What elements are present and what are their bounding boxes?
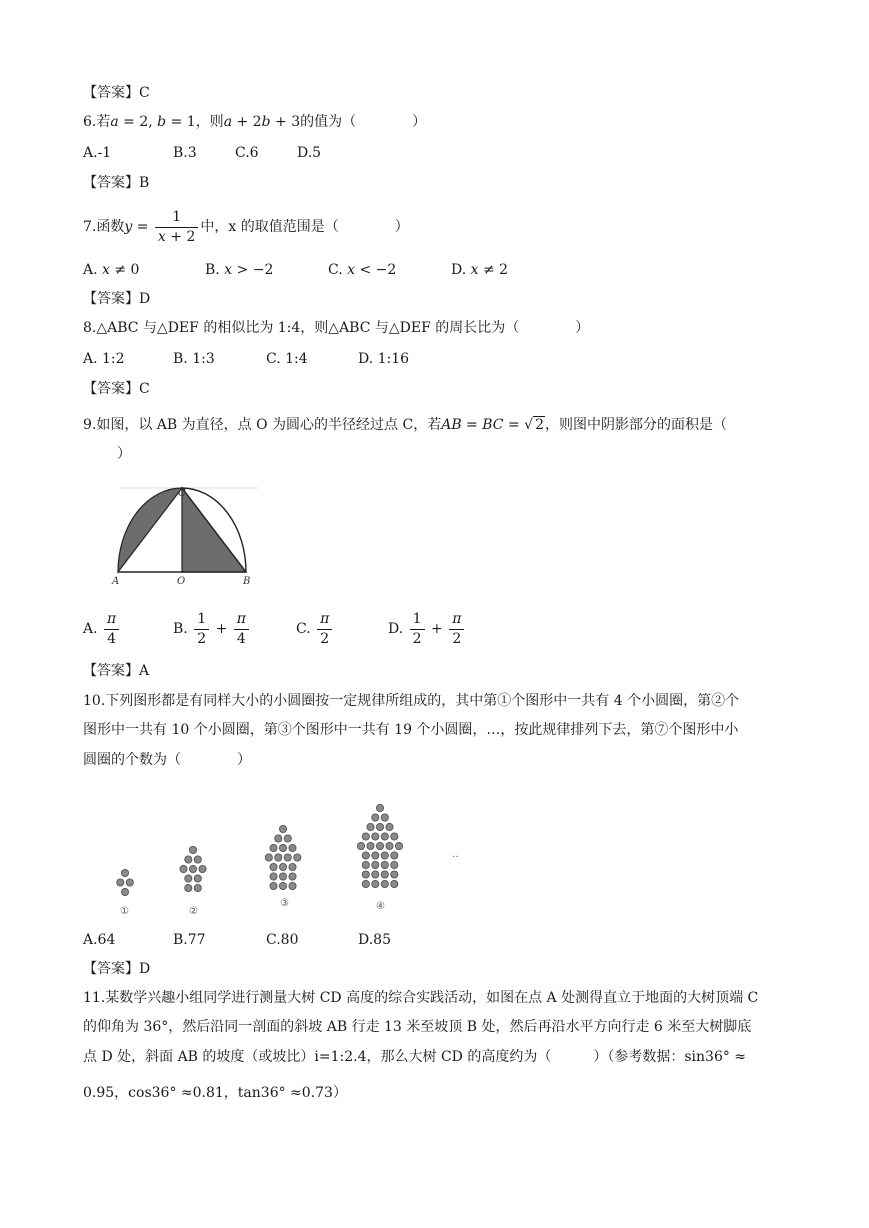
q7-option-a xyxy=(83,260,139,280)
small-circle xyxy=(270,844,277,851)
q9-eq2: = xyxy=(503,417,525,433)
small-circle xyxy=(391,852,398,859)
small-circle xyxy=(376,804,383,811)
q10-option-c: C.80 xyxy=(266,932,299,948)
answer-value: D xyxy=(139,961,151,977)
answer-label: 【答案】 xyxy=(83,663,139,679)
small-circle xyxy=(194,884,201,891)
sqrt-radicand: 2 xyxy=(535,417,544,433)
segment-bc: BC xyxy=(482,417,504,433)
small-circle xyxy=(284,854,291,861)
small-circle xyxy=(372,861,379,868)
var-a: a xyxy=(110,114,119,130)
option-label: C. xyxy=(296,621,311,637)
figure-label-2: ② xyxy=(189,906,198,917)
var-x: x xyxy=(102,262,110,278)
relation: ≠ 0 xyxy=(109,262,140,278)
q10-option-b: B.77 xyxy=(173,932,206,948)
fraction-denominator: 4 xyxy=(234,629,249,649)
small-circle xyxy=(279,873,286,880)
option-label: D. xyxy=(388,621,404,637)
small-circle xyxy=(391,871,398,878)
small-circle xyxy=(391,861,398,868)
segment-ab: AB xyxy=(441,417,462,433)
option-label: A. xyxy=(83,262,98,278)
question-6 xyxy=(83,112,426,132)
small-circle xyxy=(381,880,388,887)
q9-option-b xyxy=(173,609,251,649)
small-circle xyxy=(121,869,128,876)
small-circle xyxy=(372,814,379,821)
figure-ellipsis: ‥ xyxy=(452,849,459,860)
small-circle xyxy=(270,873,277,880)
fraction-numerator: 1 xyxy=(172,208,182,225)
small-circle xyxy=(279,863,286,870)
small-circle xyxy=(289,882,296,889)
var-b: b xyxy=(157,114,167,130)
fraction xyxy=(317,610,332,649)
q10-circle-pattern-figure xyxy=(100,776,480,926)
answer-value: B xyxy=(139,175,150,191)
q7-option-d xyxy=(451,260,508,280)
small-circle xyxy=(391,880,398,887)
q8-option-a: A. 1:2 xyxy=(83,351,125,367)
relation: > −2 xyxy=(232,262,274,278)
var-x: x xyxy=(224,262,233,278)
q10-line2: 图形中一共有 10 个小圆圈，第③个图形中一共有 19 个小圆圈，…，按此规律排列下去，第⑦个图形中小 xyxy=(83,722,739,738)
q7-prefix: 7.函数 xyxy=(83,219,125,235)
figure-label-4: ④ xyxy=(376,901,385,912)
expr-a: a xyxy=(223,114,233,130)
q9-prefix: 9.如图，以 AB 为直径，点 O 为圆心的半径经过点 C，若 xyxy=(83,417,442,433)
small-circle xyxy=(289,863,296,870)
small-circle xyxy=(376,823,383,830)
relation: < −2 xyxy=(355,262,397,278)
answer-value: D xyxy=(139,291,151,307)
q9-answer xyxy=(83,661,149,681)
fraction xyxy=(194,610,209,649)
small-circle xyxy=(372,833,379,840)
answer-label: 【答案】 xyxy=(83,85,139,101)
plus-sign: + xyxy=(431,621,443,637)
small-circle xyxy=(189,865,196,872)
small-circle xyxy=(362,871,369,878)
small-circle xyxy=(279,882,286,889)
var-y: y xyxy=(124,219,133,235)
q9-option-c xyxy=(296,609,334,649)
q11-line3: 点 D 处，斜面 AB 的坡度（或坡比）i=1:2.4，那么大树 CD 的高度约为（ ）（参考数据：sin36° ≈ xyxy=(83,1049,747,1065)
small-circle xyxy=(275,854,282,861)
small-circle xyxy=(270,863,277,870)
small-circle xyxy=(381,861,388,868)
small-circle xyxy=(362,852,369,859)
small-circle xyxy=(367,823,374,830)
small-circle xyxy=(381,871,388,878)
small-circle xyxy=(265,854,272,861)
q9-line2: ） xyxy=(117,446,131,462)
fraction-denominator: 2 xyxy=(449,629,464,649)
small-circle xyxy=(376,842,383,849)
q11-line2: 的仰角为 36°，然后沿同一剖面的斜坡 AB 行走 13 米至坡顶 B 处，然后再沿水平方向行走 6 米至大树脚底 xyxy=(83,1019,752,1035)
small-circle xyxy=(362,833,369,840)
q7-option-c xyxy=(328,260,396,280)
answer-label: 【答案】 xyxy=(83,381,139,397)
q10-line1: 10.下列图形都是有同样大小的小圆圈按一定规律所组成的，其中第①个图形中一共有 4 个小圆圈，第②个 xyxy=(83,693,740,709)
var-x: x xyxy=(347,262,356,278)
small-circle xyxy=(381,852,388,859)
q6-mid: ，则 xyxy=(195,114,224,130)
fraction-numerator: π xyxy=(320,610,330,627)
fraction-numerator: 1 xyxy=(412,610,422,627)
small-circle xyxy=(381,814,388,821)
q6-answer xyxy=(83,173,149,193)
answer-label: 【答案】 xyxy=(83,175,139,191)
answer-value: A xyxy=(139,663,150,679)
small-circle xyxy=(395,842,402,849)
q9-option-d xyxy=(388,609,466,649)
q6-prefix: 6.若 xyxy=(83,114,111,130)
small-circle xyxy=(185,884,192,891)
small-circle xyxy=(386,842,393,849)
q10-option-a: A.64 xyxy=(83,932,116,948)
q8-option-b: B. 1:3 xyxy=(173,351,215,367)
q6-eq1: = 2, xyxy=(118,114,158,130)
expr-plus: + 2 xyxy=(232,114,262,130)
option-label: C. xyxy=(328,262,343,278)
small-circle xyxy=(180,865,187,872)
q7-fraction xyxy=(155,208,198,247)
q10-answer xyxy=(83,959,150,979)
den-rest: + 2 xyxy=(165,228,196,245)
figure-label-1: ① xyxy=(120,906,129,917)
fraction-denominator: 2 xyxy=(194,629,209,649)
label-a: A xyxy=(112,576,120,587)
small-circle xyxy=(117,879,124,886)
var-x: x xyxy=(157,228,166,245)
q11-line1: 11.某数学兴趣小组同学进行测量大树 CD 高度的综合实践活动，如图在点 A 处测得直立于地面的大树顶端 C xyxy=(83,990,759,1006)
circle-patterns xyxy=(117,804,403,895)
label-o: O xyxy=(177,576,186,587)
expr-b: b xyxy=(261,114,271,130)
q9-semicircle-figure xyxy=(108,483,260,591)
small-circle xyxy=(367,842,374,849)
small-circle xyxy=(279,825,286,832)
q9-option-a xyxy=(83,609,121,649)
q8-answer xyxy=(83,379,150,399)
fraction xyxy=(449,610,464,649)
q6-suffix: 的值为（ ） xyxy=(300,114,427,130)
fraction-denominator: 2 xyxy=(410,629,425,649)
fraction-denominator: 2 xyxy=(317,629,332,649)
q10-option-d: D.85 xyxy=(358,932,391,948)
small-circle xyxy=(284,835,291,842)
q6-option-b: B.3 xyxy=(173,145,197,161)
q7-suffix: 中，x 的取值范围是（ ） xyxy=(200,219,409,235)
small-circle xyxy=(391,833,398,840)
fraction-numerator: π xyxy=(236,610,246,627)
q8-option-d: D. 1:16 xyxy=(358,351,410,367)
small-circle xyxy=(270,882,277,889)
answer-value: C xyxy=(139,85,150,101)
q9-suffix: ，则图中阴影部分的面积是（ xyxy=(545,417,727,433)
q10-line3: 圆圈的个数为（ ） xyxy=(83,752,251,768)
option-label: A. xyxy=(83,621,98,637)
small-circle xyxy=(362,861,369,868)
answer-label: 【答案】 xyxy=(83,291,139,307)
relation: ≠ 2 xyxy=(478,262,509,278)
q11-line4: 0.95，cos36° ≈0.81，tan36° ≈0.73） xyxy=(83,1085,347,1101)
small-circle xyxy=(294,854,301,861)
small-circle xyxy=(275,835,282,842)
fraction-numerator: 1 xyxy=(197,610,207,627)
answer-label: 【答案】 xyxy=(83,961,139,977)
small-circle xyxy=(289,844,296,851)
q6-option-c: C.6 xyxy=(235,145,259,161)
small-circle xyxy=(372,880,379,887)
small-circle xyxy=(289,873,296,880)
question-8: 8.△ABC 与△DEF 的相似比为 1:4，则△ABC 与△DEF 的周长比为（ ） xyxy=(83,320,590,336)
fraction xyxy=(410,610,425,649)
small-circle xyxy=(189,846,196,853)
small-circle xyxy=(121,888,128,895)
small-circle xyxy=(362,880,369,887)
option-label: B. xyxy=(205,262,220,278)
q7-answer xyxy=(83,289,150,309)
q7-eq: = xyxy=(132,219,153,235)
small-circle xyxy=(199,865,206,872)
sqrt-expression: √ 2 xyxy=(524,417,544,433)
q6-option-a: A.-1 xyxy=(83,145,112,161)
option-label: B. xyxy=(173,621,188,637)
small-circle xyxy=(357,842,364,849)
small-circle xyxy=(386,823,393,830)
fraction-denominator: 4 xyxy=(104,629,119,649)
small-circle xyxy=(126,879,133,886)
label-c: C xyxy=(178,488,186,499)
plus-sign: + xyxy=(215,621,228,637)
q5-answer xyxy=(83,83,150,103)
small-circle xyxy=(381,833,388,840)
question-7 xyxy=(83,207,409,247)
shaded-segment-ac xyxy=(118,488,182,572)
answer-value: C xyxy=(139,381,150,397)
option-label: D. xyxy=(451,262,467,278)
figure-label-3: ③ xyxy=(280,898,289,909)
label-b: B xyxy=(243,576,251,587)
q7-option-b xyxy=(205,260,273,280)
q6-eq2: = 1 xyxy=(166,114,196,130)
question-9 xyxy=(83,415,727,435)
fraction-denominator xyxy=(155,227,198,247)
fraction xyxy=(234,610,249,649)
fraction-numerator: π xyxy=(107,610,117,627)
fraction xyxy=(104,610,119,649)
small-circle xyxy=(194,875,201,882)
small-circle xyxy=(372,871,379,878)
expr-tail: + 3 xyxy=(270,114,301,130)
q9-eq1: = xyxy=(461,417,483,433)
var-x: x xyxy=(470,262,479,278)
small-circle xyxy=(279,844,286,851)
small-circle xyxy=(185,875,192,882)
small-circle xyxy=(194,856,201,863)
q8-option-c: C. 1:4 xyxy=(266,351,308,367)
q6-option-d: D.5 xyxy=(297,145,322,161)
small-circle xyxy=(372,852,379,859)
small-circle xyxy=(185,856,192,863)
fraction-numerator: π xyxy=(452,610,462,627)
